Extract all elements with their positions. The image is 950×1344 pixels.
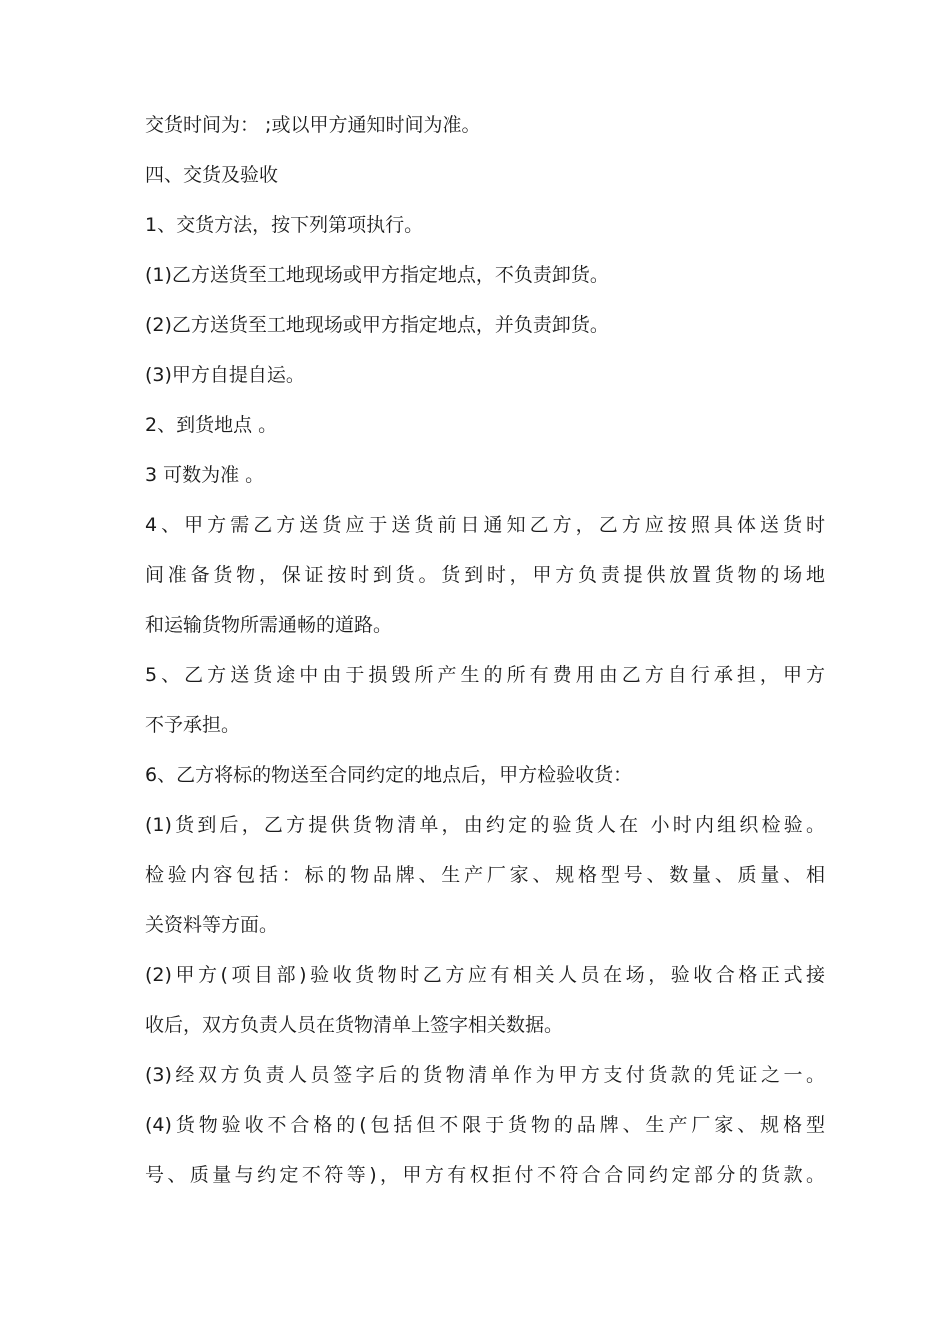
text-line: 收后，双方负责人员在货物清单上签字相关数据。 — [145, 1014, 564, 1036]
section-heading: 四、交货及验收 — [145, 164, 279, 186]
text-line: 关资料等方面。 — [145, 914, 279, 936]
text-line: (2)甲方(项目部)验收货物时乙方应有相关人员在场，验收合格正式接 — [145, 964, 825, 986]
text-line: 5、乙方送货途中由于损毁所产生的所有费用由乙方自行承担，甲方 — [145, 664, 825, 686]
text-line: 和运输货物所需通畅的道路。 — [145, 614, 393, 636]
text-line: 交货时间为： ;或以甲方通知时间为准。 — [145, 114, 481, 136]
text-line: 6、乙方将标的物送至合同约定的地点后，甲方检验收货： — [145, 764, 633, 786]
text-line: 间准备货物，保证按时到货。货到时，甲方负责提供放置货物的场地 — [145, 564, 825, 586]
text-line: (1)乙方送货至工地现场或甲方指定地点，不负责卸货。 — [145, 264, 609, 286]
text-line: 2、到货地点 。 — [145, 414, 278, 436]
text-line: 检验内容包括：标的物品牌、生产厂家、规格型号、数量、质量、相 — [145, 864, 825, 886]
text-line: (3)经双方负责人员签字后的货物清单作为甲方支付货款的凭证之一。 — [145, 1064, 825, 1086]
text-line: 1、交货方法，按下列第项执行。 — [145, 214, 424, 236]
text-line: (1)货到后，乙方提供货物清单，由约定的验货人在 小时内组织检验。 — [145, 814, 825, 836]
text-line: 不予承担。 — [145, 714, 241, 736]
text-line: 4、甲方需乙方送货应于送货前日通知乙方，乙方应按照具体送货时 — [145, 514, 825, 536]
text-line: 3 可数为准 。 — [145, 464, 265, 486]
text-line: (3)甲方自提自运。 — [145, 364, 305, 386]
text-line: 号、质量与约定不符等)，甲方有权拒付不符合合同约定部分的货款。 — [145, 1164, 825, 1186]
text-line: (4)货物验收不合格的(包括但不限于货物的品牌、生产厂家、规格型 — [145, 1114, 825, 1136]
document-body — [145, 100, 825, 1200]
text-line: (2)乙方送货至工地现场或甲方指定地点，并负责卸货。 — [145, 314, 609, 336]
